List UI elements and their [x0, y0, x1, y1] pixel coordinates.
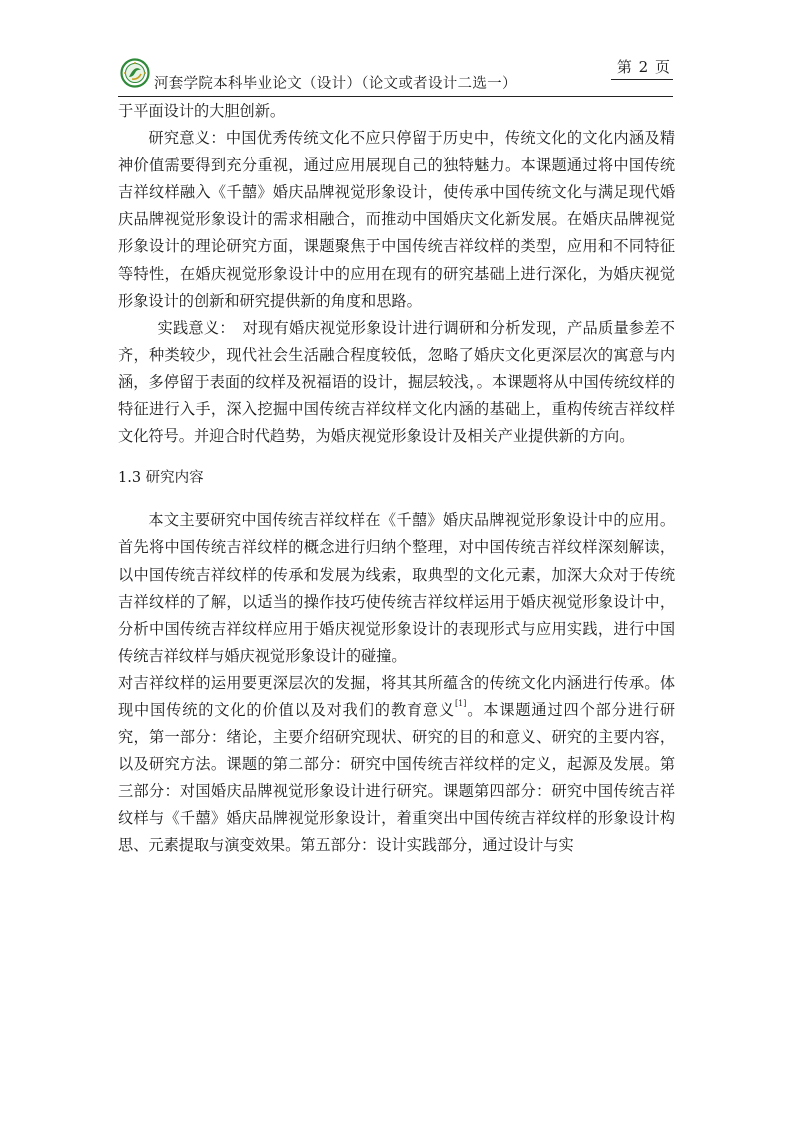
paragraph-research-structure [118, 670, 675, 860]
paragraph-continuation: 于平面设计的大胆创新。 [118, 102, 286, 120]
paragraph-research-significance: 研究意义：中国优秀传统文化不应只停留于历史中，传统文化的文化内涵及精神价值需要得到充分重视，通过应用展现自己的独特魅力。本课题通过将中国传统吉祥纹样融入《千囍》婚庆品牌视觉形象设计，使传承中国传统文化与满足现代婚庆品牌视觉形象设计的需求相融合，而推动中国婚庆文化新发展。在婚庆品牌视觉形象设计的理论研究方面，课题聚焦于中国传统吉祥纹样的类型，应用和不同特征等特性，在婚庆视觉形象设计中的应用在现有的研究基础上进行深化，为婚庆视觉形象设计的创新和研究提供新的角度和思路。 [118, 129, 675, 310]
page-number-underline [611, 79, 673, 80]
header-divider [118, 96, 673, 97]
paragraph-practical-significance: 实践意义： 对现有婚庆视觉形象设计进行调研和分析发现，产品质量参差不齐，种类较少，现代社会生活融合程度较低，忽略了婚庆文化更深层次的寓意与内涵，多停留于表面的纹样及祝福语的设计，掘层较浅，。本课题将从中国传统纹样的特征进行入手，深入挖掘中国传统吉祥纹样文化内涵的基础上，重构传统吉祥纹样文化符号。并迎合时代趋势，为婚庆视觉形象设计及相关产业提供新的方向。 [118, 318, 675, 446]
page-number-label: 第 2 页 [616, 58, 671, 76]
section-heading: 1.3 研究内容 [118, 470, 204, 487]
paragraph-text: 对吉祥纹样的运用要更深层次的发掘，将其其所蕴含的传统文化内涵进行传承。体现中国传统的文化的价值以及对我们的教育意义 [118, 673, 675, 719]
page-header [118, 52, 673, 98]
document-body [118, 98, 675, 860]
hetao-college-emblem-icon [120, 58, 150, 88]
citation-ref[interactable]: [1] [455, 698, 467, 708]
paragraph-text: 。本课题通过四个部分进行研究，第一部分：绪论，主要介绍研究现状、研究的目的和意义、研究的主要内容，以及研究方法。课题的第二部分：研究中国传统吉祥纹样的定义，起源及发展。第三部分：对国婚庆品牌视觉形象设计进行研究。课题第四部分：研究中国传统吉祥纹样与《千囍》婚庆品牌视觉形象设计，着重突出中国传统吉祥纹样的形象设计构思、元素提取与演变效果。第五部分：设计实践部分，通过设计与实 [118, 700, 676, 855]
paragraph-research-content: 本文主要研究中国传统吉祥纹样在《千囍》婚庆品牌视觉形象设计中的应用。首先将中国传统吉祥纹样的概念进行归纳个整理，对中国传统吉祥纹样深刻解读，以中国传统吉祥纹样的传承和发展为线索，取典型的文化元素，加深大众对于传统吉祥纹样的了解，以适当的操作技巧使传统吉祥纹样运用于婚庆视觉形象设计中，分析中国传统吉祥纹样应用于婚庆视觉形象设计的表现形式与应用实践，进行中国传统吉祥纹样与婚庆视觉形象设计的碰撞。 [118, 511, 675, 665]
header-title: 河套学院本科毕业论文（设计）（论文或者设计二选一） [154, 76, 517, 92]
